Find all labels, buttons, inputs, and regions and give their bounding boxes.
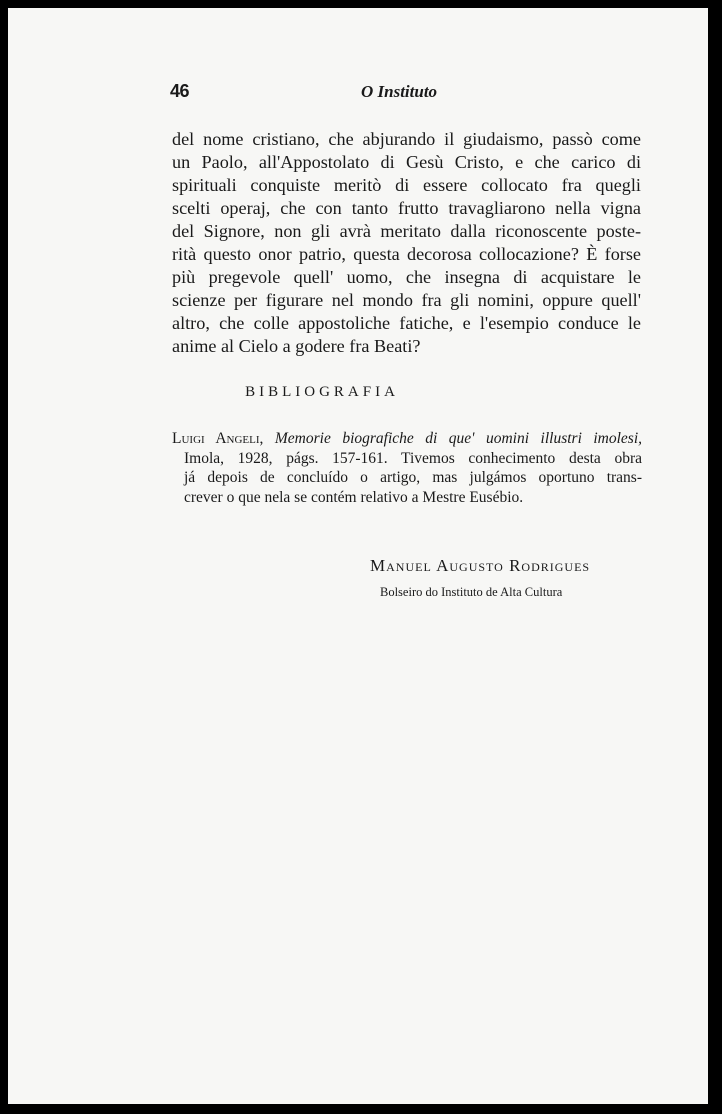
body-line: del nome cristiano, che abjurando il giudaismo, passò come [172, 129, 641, 149]
bibliography-heading: BIBLIOGRAFIA [245, 384, 399, 400]
bibliography-line: crever o que nela se contém relativo a Mestre Eusébio. [184, 488, 524, 506]
bibliography-line: Imola, 1928, págs. 157-161. Tivemos conhecimento desta obra [184, 449, 642, 467]
bibliography-line: já depois de concluído o artigo, mas julgámos oportuno trans- [184, 469, 642, 486]
bibliography-entry [172, 429, 642, 507]
body-line: più pregevole quell' uomo, che insegna di acquistare le [172, 267, 641, 287]
author-signature: Manuel Augusto Rodrigues [370, 556, 591, 575]
bibliography-title: Memorie biografiche di que' uomini illustri imolesi, [274, 430, 643, 447]
bibliography-citation-line [172, 429, 642, 449]
document-page [8, 8, 708, 1104]
bibliography-author: Luigi Angeli, [172, 430, 264, 447]
page-number: 46 [170, 81, 190, 101]
body-line: scienze per figurare nel mondo fra gli nomini, oppure quell' [172, 290, 641, 310]
body-line: rità questo onor patrio, questa decorosa collocazione? È forse [172, 244, 641, 264]
body-line: scelti operaj, che con tanto frutto travagliarono nella vigna [172, 198, 641, 218]
body-line: altro, che colle appostoliche fatiche, e l'esempio conduce le [172, 313, 641, 333]
body-line: anime al Cielo a godere fra Beati? [172, 336, 421, 356]
body-paragraph [172, 128, 641, 358]
running-title: O Instituto [361, 82, 438, 101]
body-line: spirituali conquiste meritò di essere collocato fra quegli [172, 175, 641, 195]
author-affiliation: Bolseiro do Instituto de Alta Cultura [380, 585, 563, 599]
body-line: del Signore, non gli avrà meritato dalla riconoscente poste- [172, 221, 641, 241]
body-line: un Paolo, all'Appostolato di Gesù Cristo, e che carico di [172, 152, 641, 172]
